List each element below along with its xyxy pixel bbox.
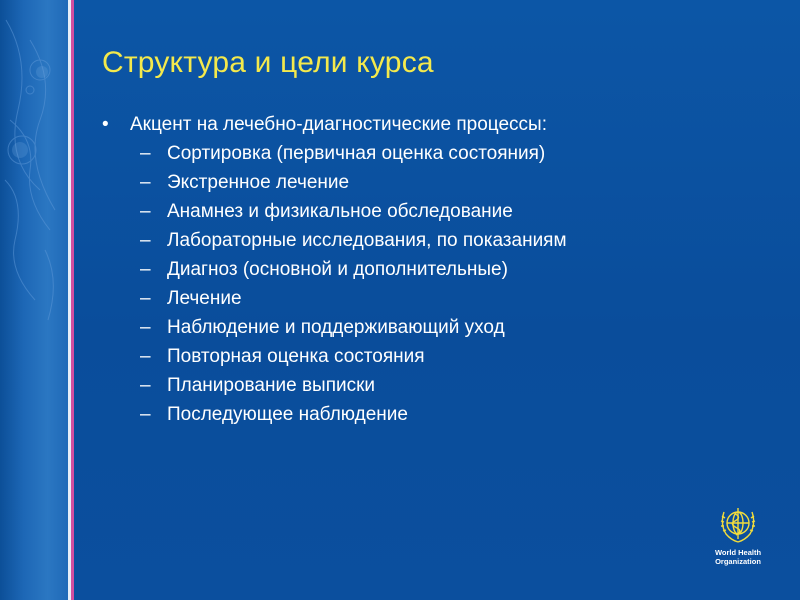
dash-marker: – [140,143,151,164]
bullet-marker: • [102,114,109,135]
main-bullet-text: Акцент на лечебно-диагностические процессы: [130,114,547,135]
decorative-pattern [0,0,68,600]
list-item [102,255,752,284]
list-item-text: Лечение [167,288,242,309]
list-item-text: Последующее наблюдение [167,404,408,425]
dash-marker: – [140,259,151,280]
dash-marker: – [140,172,151,193]
list-item [102,168,752,197]
decorative-side-panel [0,0,68,600]
who-logo [707,500,769,572]
list-item-text: Планирование выписки [167,375,376,396]
list-item [102,400,752,429]
list-item-text: Диагноз (основной и дополнительные) [167,259,508,280]
list-item-text: Анамнез и физикальное обследование [167,201,513,222]
list-item-text: Сортировка (первичная оценка состояния) [167,143,546,164]
list-item [102,342,752,371]
who-emblem-icon [716,502,760,546]
list-item [102,139,752,168]
slide-content [102,110,752,429]
dash-marker: – [140,375,151,396]
list-item-text: Наблюдение и поддерживающий уход [167,317,505,338]
dash-marker: – [140,230,151,251]
list-item-text: Повторная оценка состояния [167,346,425,367]
list-item-text: Лабораторные исследования, по показаниям [167,230,567,251]
list-item [102,197,752,226]
accent-stripe [71,0,74,600]
who-logo-line2: Organization [715,557,761,566]
dash-marker: – [140,288,151,309]
dash-marker: – [140,404,151,425]
list-item [102,313,752,342]
sub-bullet-list [102,139,752,429]
main-bullet [102,110,752,139]
slide-title: Структура и цели курса [102,46,434,79]
list-item [102,371,752,400]
dash-marker: – [140,201,151,222]
dash-marker: – [140,346,151,367]
dash-marker: – [140,317,151,338]
who-logo-text [707,548,769,566]
list-item [102,226,752,255]
list-item-text: Экстренное лечение [167,172,350,193]
list-item [102,284,752,313]
who-logo-line1: World Health [714,548,762,557]
